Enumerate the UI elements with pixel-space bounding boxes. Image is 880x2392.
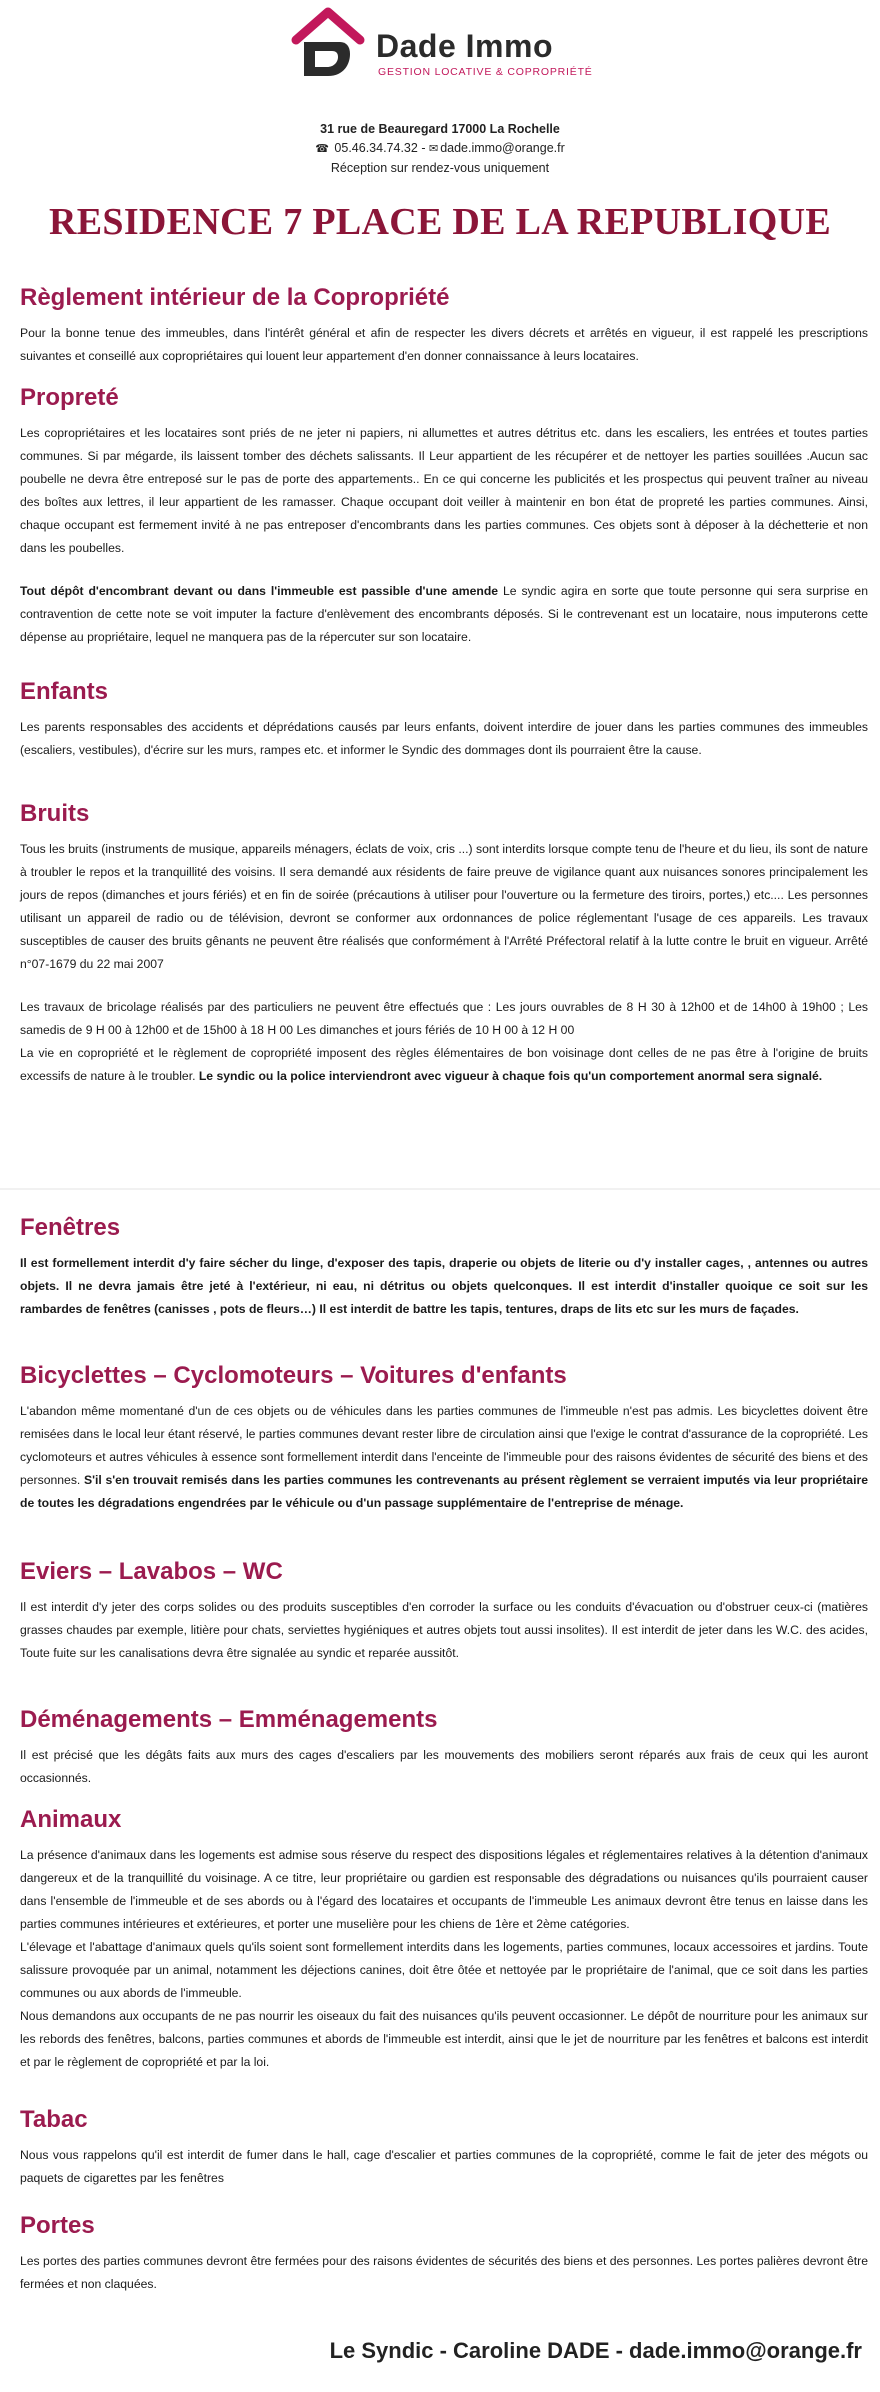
paragraph: Les parents responsables des accidents et déprédations causés par leurs enfants, doivent interdire de jouer dans les parties communes des immeubles (escaliers, vestibules), d'écrire sur les murs, rampes etc. et informer le Syndic des dommages dont ils pourraient être la cause. [20,720,868,757]
section-enfants [20,678,868,762]
contact-phone: 05.46.34.74.32 [334,141,418,155]
paragraph: Il est interdit d'y jeter des corps solides ou des produits susceptibles d'en corroder la surface ou les conduits d'évacuation ou d'obstruer ceux-ci (matières grasses chaudes par exemple, litière pour chats, serviettes hygiéniques et autres objets tout aussi insolites). Il est interdit de jeter dans les W.C. des acides, Toute fuite sur les canalisations devra être signalée au syndic et reparée aussitôt. [20,1600,868,1660]
paragraph-bold: Tout dépôt d'encombrant devant ou dans l'immeuble est passible d'une amende [20,584,499,598]
section-eviers [20,1558,868,1665]
paragraph-text: L'abandon même momentané d'un de ces objets ou de véhicules dans les parties communes de l'immeuble n'est pas admis. Les bicyclettes doivent être remisées dans le local leur étant réservé, le parties communes devant rester libre de circulation ainsi que l'exige le contrat d'assurance de la copropriété. Les cyclomoteurs et autres véhicules à essence sont formellement interdit dans l'enceinte de l'immeuble pour des raisons évidentes de sécurité des biens et des personnes. [20,1404,868,1487]
paragraph: Pour la bonne tenue des immeubles, dans l'intérêt général et afin de respecter les divers décrets et arrêtés en vigueur, il est rappelé les prescriptions suivantes et conseillé aux copropriétaires qui louent leur appartement d'en donner connaissance à leurs locataires. [20,326,868,363]
paragraph [20,1252,868,1321]
section-title: Bruits [20,800,90,827]
section-title: Animaux [20,1806,122,1833]
paragraph-text: Le syndic agira en sorte que toute personne qui sera surprise en contravention de cette note se voit imputer la facture d'enlèvement des encombrants déposés. Si le contrevenant est un locataire, nous imputerons cette dépense au propriétaire, lequel ne manquera pas de la répercuter sur son locataire. [20,584,868,644]
brand-logo [288,6,593,82]
paragraph: Tous les bruits (instruments de musique, appareils ménagers, éclats de voix, cris ...) sont interdits lorsque compte tenu de l'heure et du lieu, ils sont de nature à troubler le repos et la tranquillité des voisins. Il sera demandé aux résidents de faire preuve de vigilance quant aux nuisances sonores principalement les jours de repos (dimanches et jours fériés) et en fin de soirée (précautions à utiliser pour l'ouverture ou la fermeture des tiroirs, portes,) etc.... Les personnes utilisant un appareil de radio ou de télévision, devront se conformer aux ordonnances de police réglementant l'usage de ces appareils. Les travaux susceptibles de causer des bruits gênants ne peuvent être réalisés que conformément à l'Arrêté Préfectoral relatif à la lutte contre le bruit en vigueur. Arrêté n°07-1679 du 22 mai 2007 [20,842,868,971]
paragraph-bold: Il est formellement interdit d'y faire sécher du linge, d'exposer des tapis, draperie ou objets de literie ou d'y installer cages, , antennes ou autres objets. Il ne devra jamais être jeté à l'extérieur, ni eau, ni détritus ou objets quelconques. Il est interdit d'installer quoique ce soit sur les rambardes de fenêtres (canisses , pots de fleurs…) Il est interdit de battre les tapis, tentures, draps de lits etc sur les murs de façades. [20,1256,868,1316]
section-bicyclettes [20,1362,868,1515]
paragraph-bold: S'il s'en trouvait remisés dans les parties communes les contrevenants au présent règlement se verraient imputés via leur propriétaire de toutes les dégradations engendrées par le véhicule ou d'un passage supplémentaire de l'entreprise de ménage. [20,1473,868,1510]
brand-name: Dade Immo [376,28,553,64]
paragraph: L'élevage et l'abattage d'animaux quels qu'ils soient sont formellement interdits dans les logements, parties communes, locaux accessoires et jardins. Toute salissure provoquée par un animal, notamment les déjections canines, doit être ôtée et nettoyée par le propriétaire de l'animal, que ce soit dans les parties communes ou aux abords de l'immeuble. [20,1940,868,2000]
section-portes [20,2212,868,2296]
section-title: Portes [20,2212,95,2239]
section-title: Enfants [20,678,109,705]
contact-email: dade.immo@orange.fr [440,141,565,155]
contact-separator: - [421,141,426,155]
brand-tagline: GESTION LOCATIVE & COPROPRIÉTÉ [378,66,593,78]
mail-icon: ✉ [428,143,439,155]
paragraph [20,1400,868,1515]
section-title: Règlement intérieur de la Copropriété [20,284,450,311]
section-tabac [20,2106,868,2190]
contact-hours: Réception sur rendez-vous uniquement [330,161,550,175]
paragraph: Les travaux de bricolage réalisés par des particuliers ne peuvent être effectués que : Les jours ouvrables de 8 H 30 à 12h00 et de 14h00 à 19h00 ; Les samedis de 9 H 00 à 12h00 et de 15h00 à 18 H 00 Les dimanches et jours fériés de 10 H 00 à 12 H 00 [20,1000,868,1037]
section-title: Bicyclettes – Cyclomoteurs – Voitures d'enfants [20,1362,567,1389]
section-fenetres [20,1214,868,1321]
paragraph [20,1042,868,1088]
section-reglement [20,284,868,368]
paragraph: Nous demandons aux occupants de ne pas nourrir les oiseaux du fait des nuisances qu'ils peuvent occasionner. Le dépôt de nourriture pour les animaux sur les rebords des fenêtres, balcons, parties communes et abords de l'immeuble est interdit, ainsi que le jet de nourriture par les fenêtres et balcons est interdit et par le règlement de copropriété et par la loi. [20,2009,868,2069]
section-title: Tabac [20,2106,88,2133]
paragraph: La présence d'animaux dans les logements est admise sous réserve du respect des dispositions légales et réglementaires relatives à la détention d'animaux dangereux et de la tranquillité du voisinage. A ce titre, leur propriétaire ou gardien est responsable des dégradations ou nuisances qu'ils pourraient causer dans l'ensemble de l'immeuble et de ses abords ou à l'égard des locataires et occupants de l'immeuble Les animaux devront être tenus en laisse dans les parties communes intérieures et extérieures, et porter une muselière pour les chiens de 1ère et 2ème catégories. [20,1848,868,1931]
contact-block [0,120,880,178]
paragraph-bold: Le syndic ou la police interviendront avec vigueur à chaque fois qu'un comportement anormal sera signalé. [195,1069,823,1083]
paragraph: Nous vous rappelons qu'il est interdit de fumer dans le hall, cage d'escalier et parties communes de la copropriété, comme le fait de jeter des mégots ou paquets de cigarettes par les fenêtres [20,2148,868,2185]
paragraph-text: La vie en copropriété et le règlement de copropriété imposent des règles élémentaires de bon voisinage dont celles de ne pas être à l'origine de bruits excessifs de nature à le troubler. [20,1046,868,1083]
section-bruits [20,800,868,1088]
section-demenagements [20,1706,868,1790]
section-title: Eviers – Lavabos – WC [20,1558,283,1585]
phone-icon: ☎ [315,143,329,155]
contact-line [0,139,880,159]
house-logo-icon [288,6,368,82]
paragraph [20,580,868,649]
section-proprete [20,384,868,649]
paragraph: Les copropriétaires et les locataires sont priés de ne jeter ni papiers, ni allumettes et autres détritus etc. dans les escaliers, les entrées et toutes parties communes. Si par mégarde, ils laissent tomber des déchets salissants. Il Leur appartient de les récupérer et de nettoyer les parties souillées .Aucun sac poubelle ne devra être entreposé sur le pas de porte des appartements.. En ce qui concerne les publicités et les prospectus qui peuvent traîner au niveau des boîtes aux lettres, il leur appartient de les ramasser. Chaque occupant doit veiller à maintenir en bon état de propreté les parties communes. Ainsi, chaque occupant est fermement invité à ne pas entreposer d'encombrants dans les parties communes. Ces objets sont à déposer à la déchetterie et non dans les poubelles. [20,426,868,555]
section-animaux [20,1806,868,2074]
paragraph: Il est précisé que les dégâts faits aux murs des cages d'escaliers par les mouvements des mobiliers seront réparés aux frais de ceux qui les auront occasionnés. [20,1748,868,1785]
section-title: Fenêtres [20,1214,121,1241]
page-title: RESIDENCE 7 PLACE DE LA REPUBLIQUE [49,201,831,243]
page-separator [0,1188,880,1190]
section-title: Déménagements – Emménagements [20,1706,438,1733]
paragraph: Les portes des parties communes devront être fermées pour des raisons évidentes de sécurités des biens et des personnes. Les portes palières devront être fermées et non claquées. [20,2254,868,2291]
contact-address: 31 rue de Beauregard 17000 La Rochelle [320,122,560,136]
section-title: Propreté [20,384,119,411]
signature: Le Syndic - Caroline DADE - dade.immo@orange.fr [329,2338,862,2363]
